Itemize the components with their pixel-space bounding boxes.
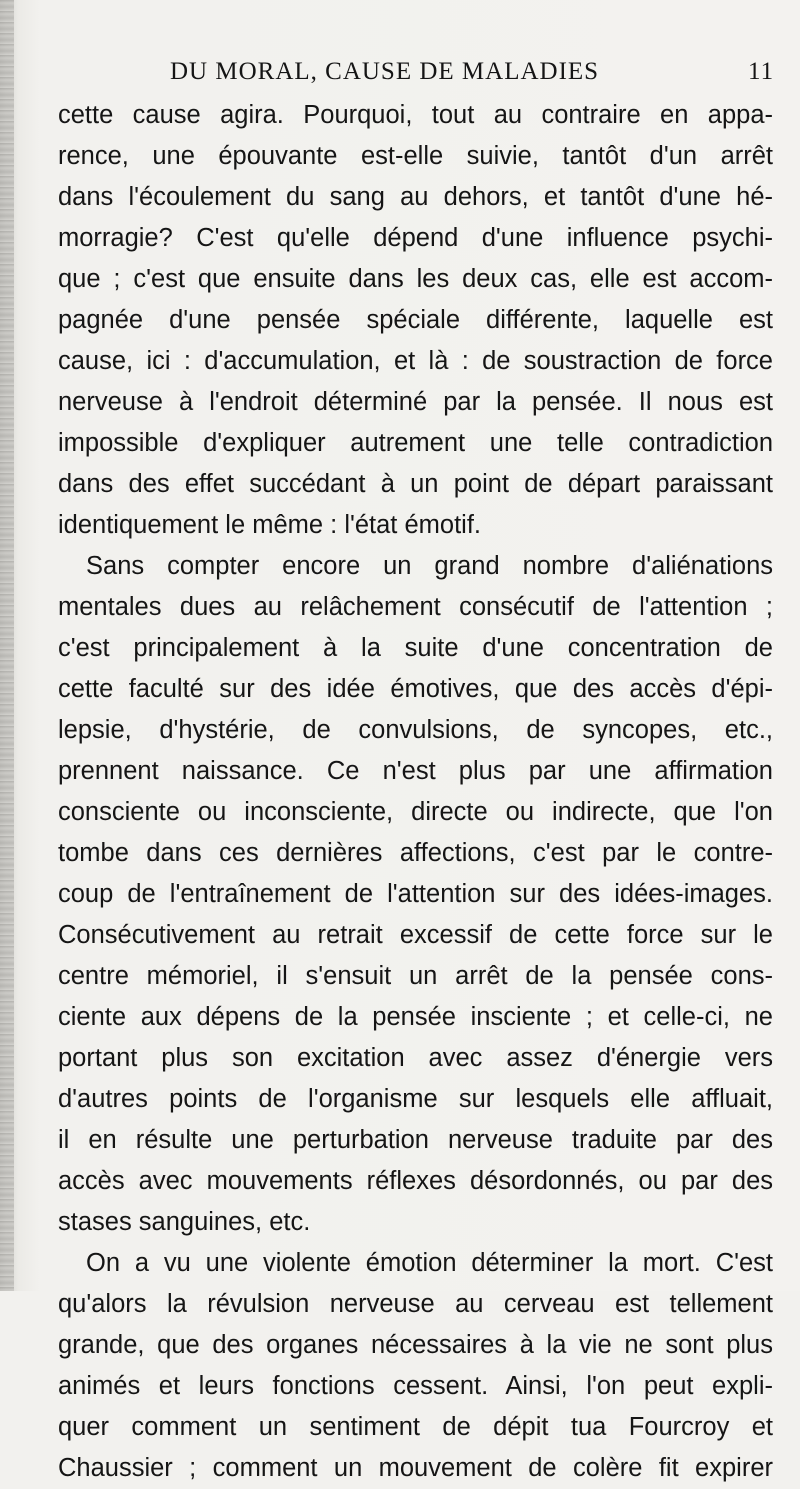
text-line: que ; c'est que ensuite dans les deux cas, elle est accom- <box>58 265 773 293</box>
text-line: morragie? C'est qu'elle dépend d'une influence psychi- <box>58 224 773 252</box>
text-line: pagnée d'une pensée spéciale différente, laquelle est <box>58 306 773 334</box>
text-line: ciente aux dépens de la pensée insciente ; et celle-ci, ne <box>58 1003 773 1031</box>
text-line: impossible d'expliquer autrement une telle contradiction <box>58 429 773 457</box>
text-line: accès avec mouvements réflexes désordonnés, ou par des <box>58 1167 773 1195</box>
text-line: tombe dans ces dernières affections, c'est par le contre- <box>58 839 773 867</box>
text-line: quer comment un sentiment de dépit tua Fourcroy et <box>58 1413 773 1441</box>
text-line: cause, ici : d'accumulation, et là : de soustraction de force <box>58 347 773 375</box>
text-line: c'est principalement à la suite d'une concentration de <box>58 634 773 662</box>
header-title: DU MORAL, CAUSE DE MALADIES <box>170 58 600 85</box>
running-header <box>170 58 775 92</box>
text-line: dans des effet succédant à un point de départ paraissant <box>58 470 773 498</box>
text-line: lepsie, d'hystérie, de convulsions, de syncopes, etc., <box>58 716 773 744</box>
text-line: prennent naissance. Ce n'est plus par une affirmation <box>58 757 773 785</box>
text-line: Chaussier ; comment un mouvement de colère fit expirer <box>58 1454 773 1482</box>
book-spine-shadow <box>0 0 14 1291</box>
text-line: centre mémoriel, il s'ensuit un arrêt de la pensée cons- <box>58 962 773 990</box>
text-line: consciente ou inconsciente, directe ou indirecte, que l'on <box>58 798 773 826</box>
text-line: qu'alors la révulsion nerveuse au cerveau est tellement <box>58 1290 773 1318</box>
text-line: portant plus son excitation avec assez d'énergie vers <box>58 1044 773 1072</box>
text-line: d'autres points de l'organisme sur lesquels elle affluait, <box>58 1085 773 1113</box>
text-line: rence, une épouvante est-elle suivie, tantôt d'un arrêt <box>58 142 773 170</box>
text-line: Consécutivement au retrait excessif de cette force sur le <box>58 921 773 949</box>
text-line: cette cause agira. Pourquoi, tout au contraire en appa- <box>58 101 773 129</box>
text-line: mentales dues au relâchement consécutif de l'attention ; <box>58 593 773 621</box>
text-line: nerveuse à l'endroit déterminé par la pensée. Il nous est <box>58 388 773 416</box>
text-line-paragraph-start: Sans compter encore un grand nombre d'aliénations <box>86 552 773 580</box>
text-line-paragraph-end: identiquement le même : l'état émotif. <box>58 511 481 539</box>
text-line: dans l'écoulement du sang au dehors, et tantôt d'une hé- <box>58 183 773 211</box>
text-line: coup de l'entraînement de l'attention sur des idées-images. <box>58 880 773 908</box>
text-line: grande, que des organes nécessaires à la vie ne sont plus <box>58 1331 773 1359</box>
text-line: il en résulte une perturbation nerveuse traduite par des <box>58 1126 773 1154</box>
text-line: animés et leurs fonctions cessent. Ainsi, l'on peut expli- <box>58 1372 773 1400</box>
text-line-paragraph-start: On a vu une violente émotion déterminer la mort. C'est <box>86 1249 773 1277</box>
text-line: cette faculté sur des idée émotives, que des accès d'épi- <box>58 675 773 703</box>
page-number: 11 <box>748 58 775 85</box>
text-line-paragraph-end: stases sanguines, etc. <box>58 1208 311 1236</box>
body-text <box>58 95 773 1489</box>
